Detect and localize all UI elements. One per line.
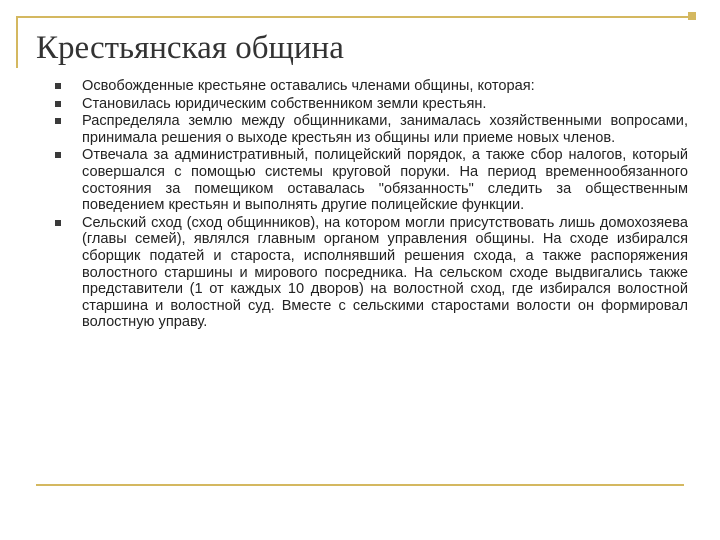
square-bullet-icon	[55, 220, 61, 226]
left-border-line	[16, 16, 18, 68]
bottom-border-line	[36, 484, 684, 486]
list-item	[52, 96, 688, 113]
square-bullet-icon	[55, 101, 61, 107]
list-item	[52, 78, 688, 95]
square-bullet-icon	[55, 152, 61, 158]
top-right-corner-mark	[688, 12, 696, 20]
list-item	[52, 215, 688, 331]
list-item-text: Отвечала за административный, полицейский порядок, а также сбор налогов, который совершался с помощью системы круговой поруки. На период временнообязанного состояния за помещиком оставалась "обязанность" следить за общественным поведением крестьян и выполнять другие полицейские функции.	[82, 147, 688, 214]
top-border-line	[16, 16, 696, 18]
slide-title: Крестьянская община	[36, 30, 344, 66]
list-item-text: Становилась юридическим собственником земли крестьян.	[82, 95, 487, 112]
square-bullet-icon	[55, 118, 61, 124]
bullet-list	[52, 78, 688, 332]
list-item	[52, 113, 688, 146]
list-item-text: Освобожденные крестьяне оставались членами общины, которая:	[82, 78, 535, 94]
list-item-text: Сельский сход (сход общинников), на котором могли присутствовать лишь домохозяева (главы семей), являлся главным органом управления общины. На сходе избирался сборщик податей и староста, исполнявший решения схода, а также распоряжения волостного старшины и мирового посредника. На сельском сходе выдвигались также представители (1 от каждых 10 дворов) на волостной сход, где избирался волостной старшина и волостной суд. Вместе с сельскими старостами волости он формировал волостную управу.	[82, 214, 688, 331]
list-item	[52, 147, 688, 213]
square-bullet-icon	[55, 83, 61, 89]
list-item-text: Распределяла землю между общинниками, занималась хозяйственными вопросами, принимала решения о выходе крестьян из общины или приеме новых членов.	[82, 113, 688, 146]
